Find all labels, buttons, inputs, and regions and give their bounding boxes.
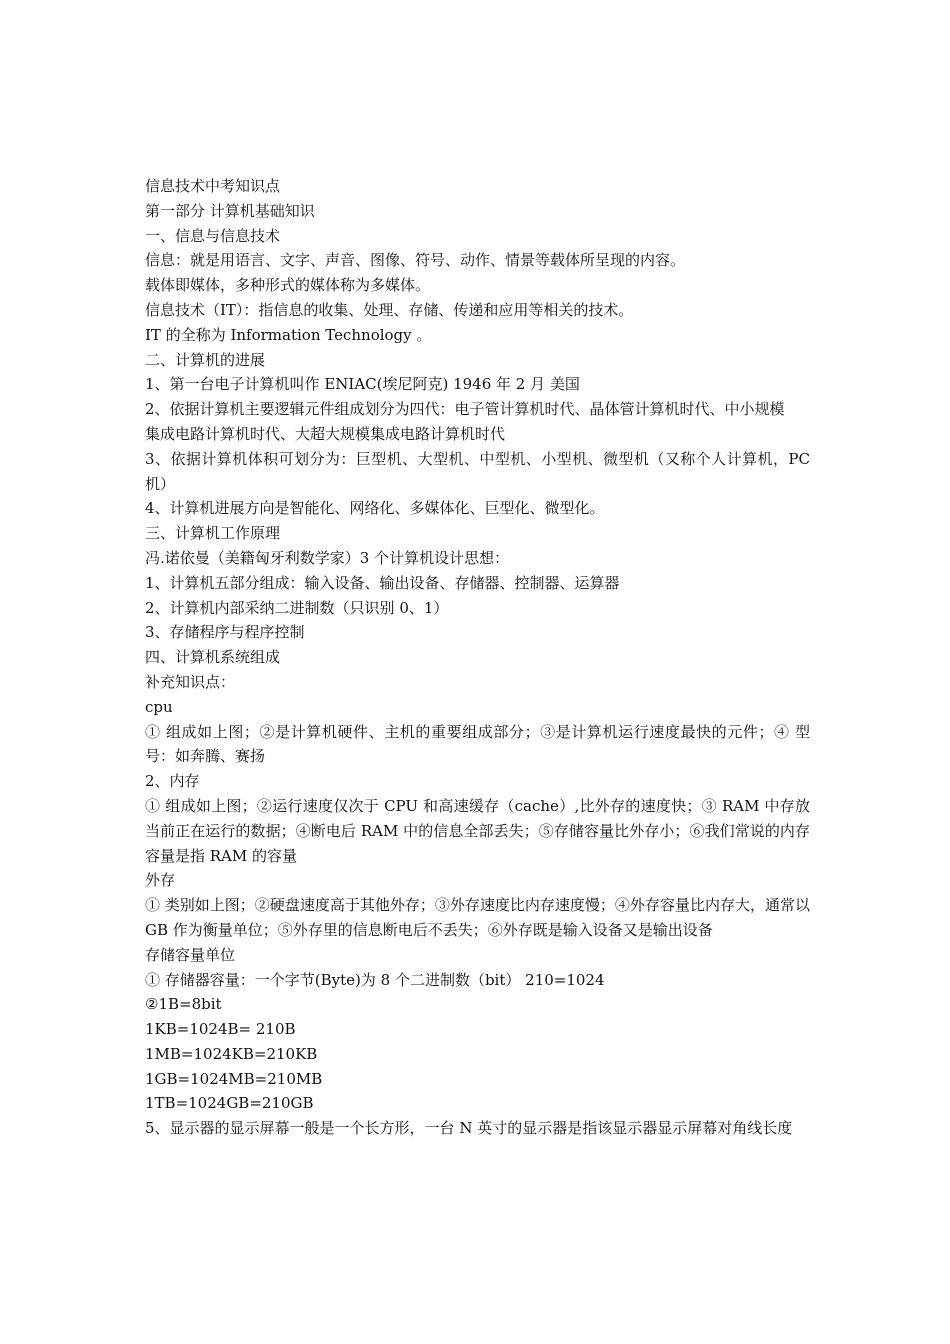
subheading: cpu (145, 697, 173, 716)
section-heading: 三、计算机工作原理 (145, 524, 281, 543)
subheading: 外存 (145, 871, 176, 890)
subheading: 2、内存 (145, 772, 200, 791)
paragraph: 2、依据计算机主要逻辑元件组成划分为四代：电子管计算机时代、晶体管计算机时代、中小规模 (145, 400, 785, 419)
paragraph: ②1B=8bit (145, 995, 222, 1014)
paragraph: 4、计算机进展方向是智能化、网络化、多媒体化、巨型化、微型化。 (145, 499, 605, 518)
section-heading: 四、计算机系统组成 (145, 648, 281, 667)
paragraph: 集成电路计算机时代、大超大规模集成电路计算机时代 (145, 424, 506, 443)
part-heading: 第一部分 计算机基础知识 (145, 201, 315, 220)
subheading: 存储容量单位 (145, 945, 236, 964)
paragraph: 冯.诺依曼（美籍匈牙利数学家）3 个计算机设计思想： (145, 548, 510, 567)
paragraph: 1、第一台电子计算机叫作 ENIAC(埃尼阿克) 1946 年 2 月 美国 (145, 375, 580, 394)
paragraph: 信息技术（IT）：指信息的收集、处理、存储、传递和应用等相关的技术。 (145, 300, 634, 319)
document-body (145, 174, 810, 1141)
section-heading: 二、计算机的进展 (145, 350, 266, 369)
paragraph: 1、计算机五部分组成：输入设备、输出设备、存储器、控制器、运算器 (145, 573, 620, 592)
paragraph: 1KB=1024B= 210B (145, 1020, 296, 1039)
paragraph: IT 的全称为 Information Technology 。 (145, 325, 432, 344)
paragraph: 载体即媒体，多种形式的媒体称为多媒体。 (145, 276, 431, 295)
paragraph: ① 组成如上图；②运行速度仅次于 CPU 和高速缓存（cache）,比外存的速度快；③ RAM 中存放当前正在运行的数据；④断电后 RAM 中的信息全部丢失；⑤存储容量比外存小；⑥我们常说的内存容量是指 RAM 的容量 (145, 796, 810, 865)
document-title: 信息技术中考知识点 (145, 177, 281, 195)
paragraph: 信息：就是用语言、文字、声音、图像、符号、动作、情景等载体所呈现的内容。 (145, 251, 686, 270)
paragraph: ① 类别如上图；②硬盘速度高于其他外存；③外存速度比内存速度慢；④外存容量比内存大，通常以 GB 作为衡量单位；⑤外存里的信息断电后不丢失；⑥外存既是输入设备又是输出设备 (145, 896, 810, 939)
paragraph: 3、依据计算机体积可划分为：巨型机、大型机、中型机、小型机、微型机（又称个人计算机，PC 机） (145, 449, 810, 493)
paragraph: 1TB=1024GB=210GB (145, 1094, 314, 1113)
paragraph: ① 存储器容量：一个字节(Byte)为 8 个二进制数（bit） 210=1024 (145, 970, 605, 989)
section-heading: 一、信息与信息技术 (145, 226, 281, 245)
paragraph: 2、计算机内部采纳二进制数（只识别 0、1） (145, 598, 449, 617)
paragraph: 3、存储程序与程序控制 (145, 623, 305, 642)
paragraph: 补充知识点： (145, 672, 236, 691)
paragraph: ① 组成如上图；②是计算机硬件、主机的重要组成部分；③是计算机运行速度最快的元件；④ 型号：如奔腾、赛扬 (145, 722, 810, 766)
paragraph: 1MB=1024KB=210KB (145, 1044, 318, 1063)
paragraph: 1GB=1024MB=210MB (145, 1069, 323, 1088)
paragraph: 5、显示器的显示屏幕一般是一个长方形，一台 N 英寸的显示器是指该显示器显示屏幕对角线长度 (145, 1119, 793, 1138)
